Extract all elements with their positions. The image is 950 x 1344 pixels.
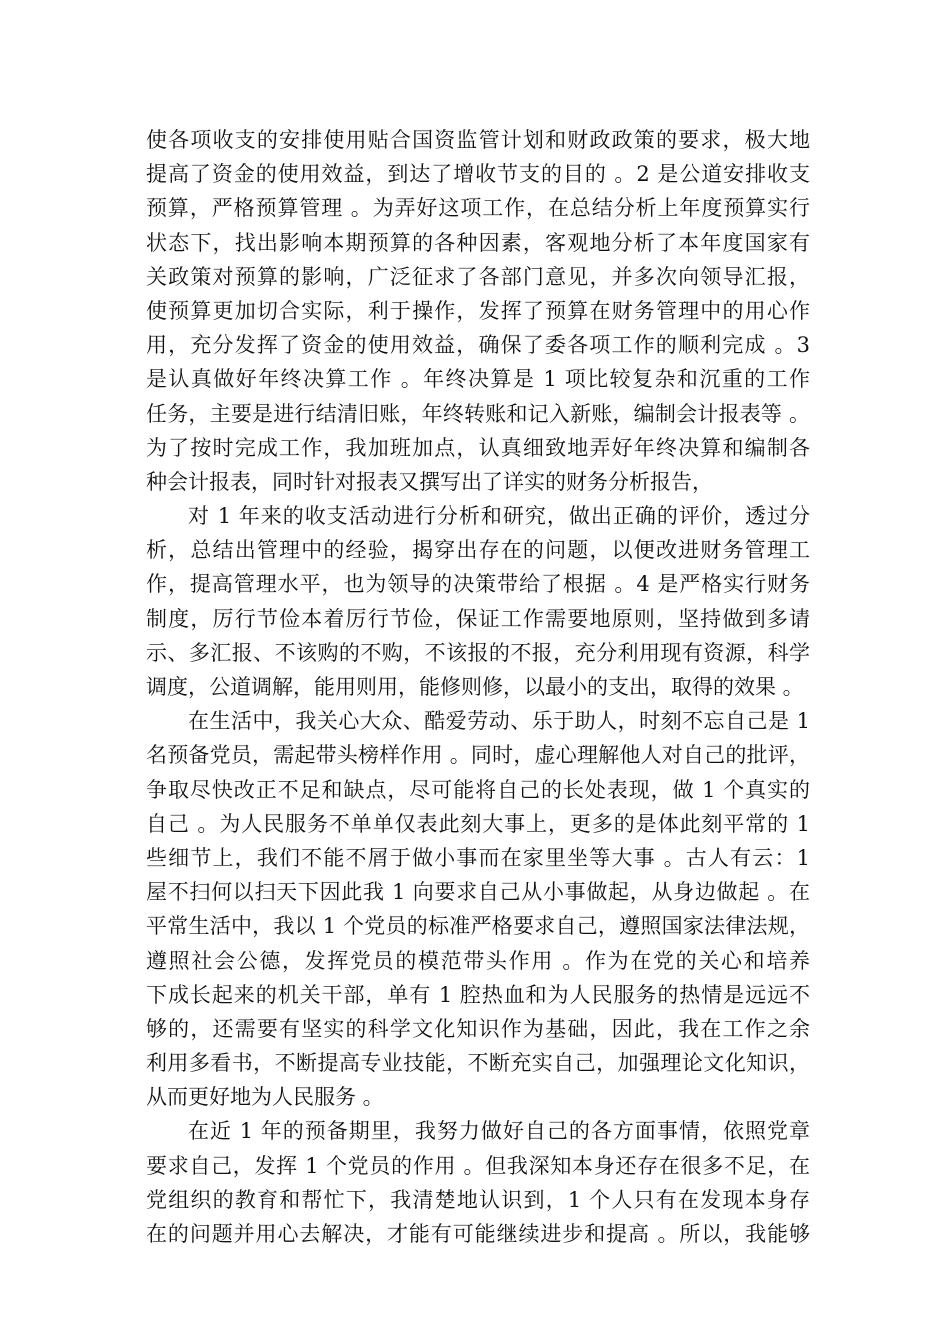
- text-line: 预算，严格预算管理 。为弄好这项工作，在总结分析上年度预算实行: [146, 196, 810, 221]
- text-line: 状态下，找出影响本期预算的各种因素，客观地分析了本年度国家有: [146, 230, 810, 255]
- text-line: 析，总结出管理中的经验，揭穿出存在的问题，以便改进财务管理工: [146, 538, 810, 563]
- paragraph: [146, 704, 810, 1114]
- text-line: 从而更好地为人民服务 。: [146, 1085, 384, 1110]
- text-line: 够的，还需要有坚实的科学文化知识作为基础，因此，我在工作之余: [146, 1016, 810, 1041]
- text-line: 制度，厉行节俭本着厉行节俭，保证工作需要地原则，坚持做到多请: [146, 606, 810, 631]
- text-line: 使预算更加切合实际，利于操作，发挥了预算在财务管理中的用心作: [146, 298, 810, 323]
- paragraph: [146, 499, 810, 704]
- text-line: 是认真做好年终决算工作 。年终决算是 1 项比较复杂和沉重的工作: [146, 367, 810, 392]
- text-line: 示、多汇报、不该购的不购，不该报的不报，充分利用现有资源，科学: [146, 640, 810, 665]
- text-line: 些细节上，我们不能不屑于做小事而在家里坐等大事 。古人有云：1: [146, 845, 810, 870]
- text-line: 在的问题并用心去解决，才能有可能继续进步和提高 。所以，我能够: [146, 1222, 810, 1246]
- text-line: 作，提高管理水平，也为领导的决策带给了根据 。4 是严格实行财务: [146, 572, 810, 597]
- document-body: [146, 123, 810, 1251]
- text-line: 对 1 年来的收支活动进行分析和研究，做出正确的评价，透过分: [188, 504, 810, 529]
- text-line: 要求自己，发挥 1 个党员的作用 。但我深知本身还存在很多不足，在: [146, 1153, 810, 1178]
- text-line: 关政策对预算的影响，广泛征求了各部门意见，并多次向领导汇报，: [146, 264, 810, 289]
- text-line: 争取尽快改正不足和缺点，尽可能将自己的长处表现，做 1 个真实的: [146, 777, 810, 802]
- text-line: 用，充分发挥了资金的使用效益，确保了委各项工作的顺利完成 。3: [146, 333, 810, 358]
- text-line: 党组织的教育和帮忙下，我清楚地认识到，1 个人只有在发现本身存: [146, 1187, 810, 1212]
- text-line: 在生活中，我关心大众、酷爱劳动、乐于助人，时刻不忘自己是 1: [188, 709, 810, 734]
- text-line: 利用多看书，不断提高专业技能，不断充实自己，加强理论文化知识，: [146, 1051, 810, 1076]
- text-line: 下成长起来的机关干部，单有 1 腔热血和为人民服务的热情是远远不: [146, 982, 810, 1007]
- text-line: 使各项收支的安排使用贴合国资监管计划和财政政策的要求，极大地: [146, 128, 810, 152]
- text-line: 调度，公道调解，能用则用，能修则修，以最小的支出，取得的效果 。: [146, 675, 804, 699]
- paragraph: [146, 123, 810, 499]
- paragraph: [146, 1114, 810, 1251]
- text-line: 屋不扫何以扫天下因此我 1 向要求自己从小事做起，从身边做起 。在: [146, 880, 810, 905]
- text-line: 种会计报表，同时针对报表又撰写出了详实的财务分析报告，: [146, 469, 713, 494]
- text-line: 提高了资金的使用效益，到达了增收节支的目的 。2 是公道安排收支: [146, 162, 810, 187]
- text-line: 平常生活中，我以 1 个党员的标准严格要求自己，遵照国家法律法规，: [146, 914, 810, 939]
- text-line: 任务，主要是进行结清旧账，年终转账和记入新账，编制会计报表等 。: [146, 401, 810, 426]
- text-line: 为了按时完成工作，我加班加点，认真细致地弄好年终决算和编制各: [146, 435, 810, 460]
- text-line: 遵照社会公德，发挥党员的模范带头作用 。作为在党的关心和培养: [146, 948, 810, 973]
- text-line: 名预备党员，需起带头榜样作用 。同时，虚心理解他人对自己的批评，: [146, 743, 810, 768]
- text-line: 在近 1 年的预备期里，我努力做好自己的各方面事情，依照党章: [188, 1119, 810, 1144]
- text-line: 自己 。为人民服务不单单仅表此刻大事上，更多的是体此刻平常的 1: [146, 811, 810, 836]
